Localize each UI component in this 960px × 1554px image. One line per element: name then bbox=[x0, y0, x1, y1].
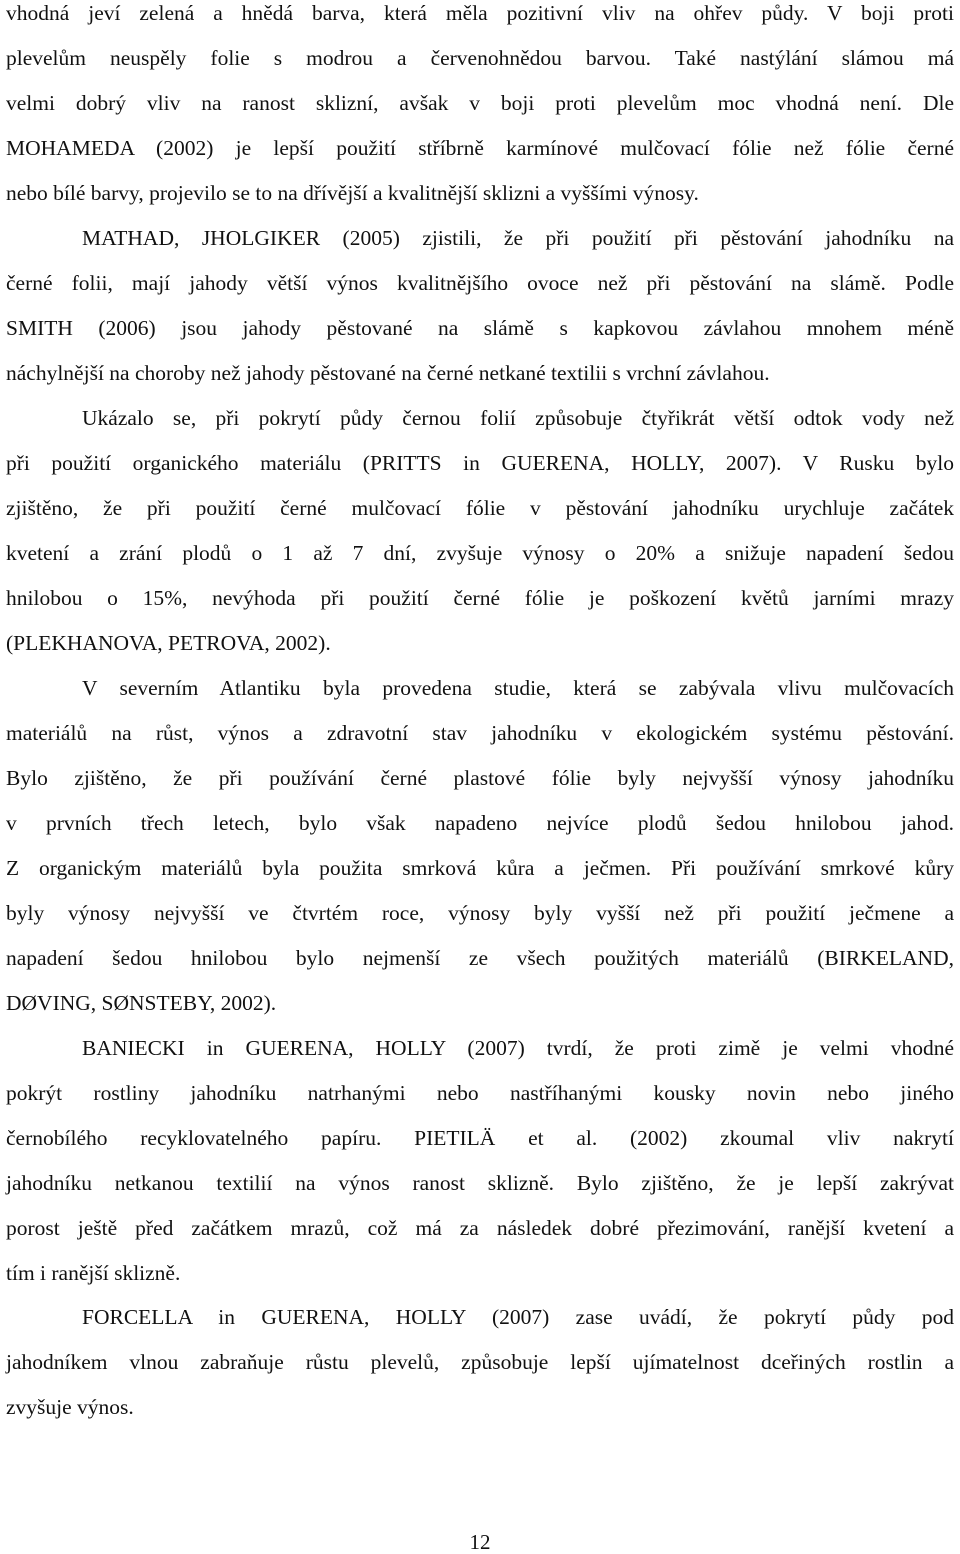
text-line: Bylo zjištěno, že při používání černé plastové fólie byly nejvyšší výnosy jahodníku bbox=[6, 766, 954, 790]
text-line: jahodníkem vlnou zabraňuje růstu plevelů, způsobuje lepší ujímatelnost dceřiných rostlin a bbox=[6, 1350, 954, 1374]
text-line: DØVING, SØNSTEBY, 2002). bbox=[6, 991, 277, 1015]
text-line: černé folii, mají jahody větší výnos kvalitnějšího ovoce než při pěstování na slámě. Podle bbox=[6, 271, 954, 295]
text-line: velmi dobrý vliv na ranost sklizní, avšak v boji proti plevelům moc vhodná není. Dle bbox=[6, 91, 954, 115]
text-line: MOHAMEDA (2002) je lepší použití stříbrně karmínové mulčovací fólie než fólie černé bbox=[6, 136, 954, 160]
text-line: SMITH (2006) jsou jahody pěstované na slámě s kapkovou závlahou mnohem méně bbox=[6, 316, 954, 340]
text-line: V severním Atlantiku byla provedena studie, která se zabývala vlivu mulčovacích bbox=[82, 676, 954, 700]
text-line: BANIECKI in GUERENA, HOLLY (2007) tvrdí, že proti zimě je velmi vhodné bbox=[82, 1036, 954, 1060]
text-line: jahodníku netkanou textilií na výnos ranost sklizně. Bylo zjištěno, že je lepší zakrývat bbox=[6, 1171, 954, 1195]
text-line: tím i ranější sklizně. bbox=[6, 1261, 181, 1285]
text-line: černobílého recyklovatelného papíru. PIETILÄ et al. (2002) zkoumal vliv nakrytí bbox=[6, 1126, 954, 1150]
text-line: (PLEKHANOVA, PETROVA, 2002). bbox=[6, 631, 331, 655]
text-line: napadení šedou hnilobou bylo nejmenší ze všech použitých materiálů (BIRKELAND, bbox=[6, 946, 954, 970]
text-line: plevelům neuspěly folie s modrou a červenohnědou barvou. Také nastýlání slámou má bbox=[6, 46, 954, 70]
page-number: 12 bbox=[469, 1530, 491, 1554]
text-line: vhodná jeví zelená a hnědá barva, která měla pozitivní vliv na ohřev půdy. V boji proti bbox=[6, 1, 954, 25]
text-line: FORCELLA in GUERENA, HOLLY (2007) zase uvádí, že pokrytí půdy pod bbox=[82, 1305, 954, 1329]
text-line: v prvních třech letech, bylo však napadeno nejvíce plodů šedou hnilobou jahod. bbox=[6, 811, 954, 835]
text-line: pokrýt rostliny jahodníku natrhanými nebo nastříhanými kousky novin nebo jiného bbox=[6, 1081, 954, 1105]
text-line: zvyšuje výnos. bbox=[6, 1395, 134, 1419]
text-line: materiálů na růst, výnos a zdravotní stav jahodníku v ekologickém systému pěstování. bbox=[6, 721, 954, 745]
text-line: byly výnosy nejvyšší ve čtvrtém roce, výnosy byly vyšší než při použití ječmene a bbox=[6, 901, 954, 925]
text-line: zjištěno, že při použití černé mulčovací fólie v pěstování jahodníku urychluje začátek bbox=[6, 496, 954, 520]
text-line: při použití organického materiálu (PRITTS in GUERENA, HOLLY, 2007). V Rusku bylo bbox=[6, 451, 954, 475]
text-line: MATHAD, JHOLGIKER (2005) zjistili, že při použití při pěstování jahodníku na bbox=[82, 226, 954, 250]
text-line: hnilobou o 15%, nevýhoda při použití černé fólie je poškození květů jarními mrazy bbox=[6, 586, 954, 610]
text-line: náchylnější na choroby než jahody pěstované na černé netkané textilii s vrchní závlahou. bbox=[6, 361, 770, 385]
text-line: kvetení a zrání plodů o 1 až 7 dní, zvyšuje výnosy o 20% a snižuje napadení šedou bbox=[6, 541, 954, 565]
text-line: porost ještě před začátkem mrazů, což má za následek dobré přezimování, ranější kvetení a bbox=[6, 1216, 954, 1240]
text-line: Ukázalo se, při pokrytí půdy černou folií způsobuje čtyřikrát větší odtok vody než bbox=[82, 406, 954, 430]
text-line: nebo bílé barvy, projevilo se to na dřívější a kvalitnější sklizni a vyššími výnosy. bbox=[6, 181, 699, 205]
text-line: Z organickým materiálů byla použita smrková kůra a ječmen. Při používání smrkové kůry bbox=[6, 856, 954, 880]
